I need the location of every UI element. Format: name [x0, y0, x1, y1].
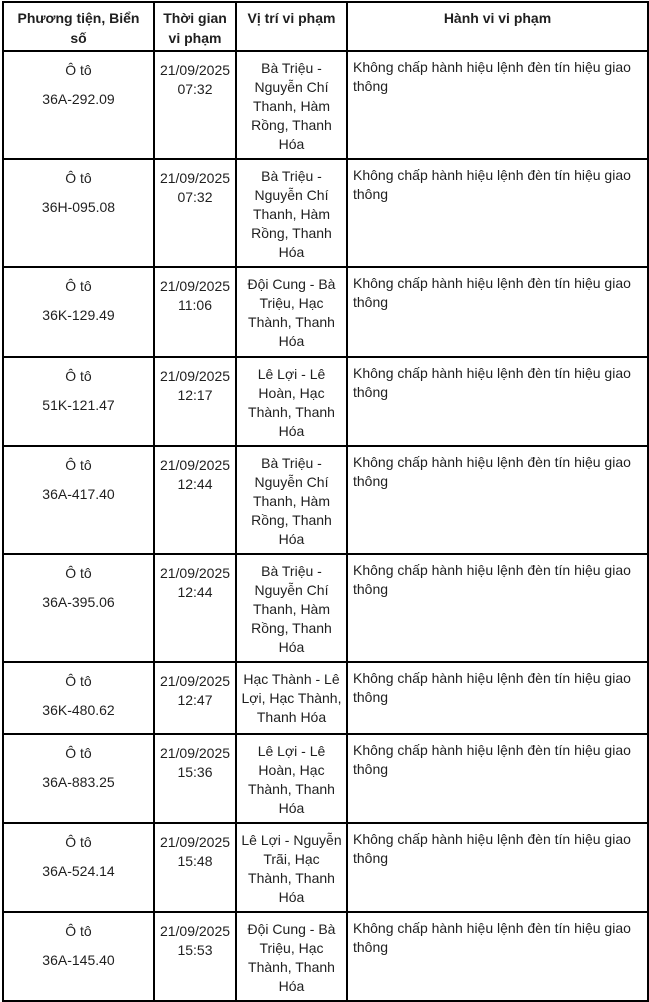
violation-behavior: Không chấp hành hiệu lệnh đèn tín hiệu giao thông — [347, 51, 648, 159]
table-row — [3, 662, 648, 734]
violation-behavior: Không chấp hành hiệu lệnh đèn tín hiệu giao thông — [347, 446, 648, 554]
violation-location: Bà Triệu - Nguyễn Chí Thanh, Hàm Rồng, Thanh Hóa — [236, 554, 347, 662]
violation-date: 21/09/2025 — [159, 457, 231, 473]
plate-number: 36K-480.62 — [42, 702, 115, 718]
violation-location: Đội Cung - Bà Triệu, Hạc Thành, Thanh Hóa — [236, 912, 347, 1001]
vehicle-type: Ô tô — [65, 368, 92, 384]
violation-location: Hạc Thành - Lê Lợi, Hạc Thành, Thanh Hóa — [236, 662, 347, 734]
vehicle-type: Ô tô — [65, 673, 92, 689]
plate-number: 51K-121.47 — [42, 397, 115, 413]
table-row — [3, 912, 648, 1001]
violation-behavior: Không chấp hành hiệu lệnh đèn tín hiệu giao thông — [347, 267, 648, 357]
violation-time: 11:06 — [178, 297, 212, 313]
table-body — [3, 51, 648, 1001]
violation-behavior: Không chấp hành hiệu lệnh đèn tín hiệu giao thông — [347, 823, 648, 912]
violation-date: 21/09/2025 — [159, 565, 231, 581]
violation-date: 21/09/2025 — [159, 368, 231, 384]
violation-location: Bà Triệu - Nguyễn Chí Thanh, Hàm Rồng, Thanh Hóa — [236, 51, 347, 159]
violation-location: Lê Lợi - Lê Hoàn, Hạc Thành, Thanh Hóa — [236, 734, 347, 823]
violation-time: 12:47 — [177, 692, 213, 708]
violation-time: 12:17 — [177, 387, 213, 403]
vehicle-type: Ô tô — [65, 62, 92, 78]
plate-number: 36A-395.06 — [42, 594, 115, 610]
violation-date: 21/09/2025 — [159, 62, 231, 78]
header-row — [3, 2, 648, 51]
violation-behavior: Không chấp hành hiệu lệnh đèn tín hiệu giao thông — [347, 662, 648, 734]
violation-date: 21/09/2025 — [159, 745, 231, 761]
violation-behavior: Không chấp hành hiệu lệnh đèn tín hiệu giao thông — [347, 357, 648, 446]
plate-number: 36A-524.14 — [42, 863, 115, 879]
table-row — [3, 159, 648, 267]
vehicle-type: Ô tô — [65, 457, 92, 473]
violation-date: 21/09/2025 — [159, 834, 231, 850]
violation-behavior: Không chấp hành hiệu lệnh đèn tín hiệu giao thông — [347, 159, 648, 267]
plate-number: 36A-417.40 — [42, 486, 115, 502]
table-row — [3, 554, 648, 662]
violation-table — [2, 1, 649, 1002]
vehicle-type: Ô tô — [65, 278, 92, 294]
plate-number: 36A-145.40 — [42, 952, 115, 968]
vehicle-type: Ô tô — [65, 834, 92, 850]
violation-time: 15:36 — [177, 764, 213, 780]
violation-location: Đội Cung - Bà Triệu, Hạc Thành, Thanh Hóa — [236, 267, 347, 357]
table-row — [3, 823, 648, 912]
header-violation-time: Thời gian vi phạm — [154, 2, 236, 51]
table-row — [3, 357, 648, 446]
violation-time: 15:53 — [177, 942, 213, 958]
violation-behavior: Không chấp hành hiệu lệnh đèn tín hiệu giao thông — [347, 554, 648, 662]
header-violation-location: Vị trí vi phạm — [236, 2, 347, 51]
plate-number: 36A-883.25 — [42, 774, 115, 790]
plate-number: 36K-129.49 — [42, 307, 115, 323]
violation-date: 21/09/2025 — [159, 923, 231, 939]
vehicle-type: Ô tô — [65, 565, 92, 581]
violation-location: Bà Triệu - Nguyễn Chí Thanh, Hàm Rồng, Thanh Hóa — [236, 446, 347, 554]
violation-behavior: Không chấp hành hiệu lệnh đèn tín hiệu giao thông — [347, 734, 648, 823]
header-violation-behavior: Hành vi vi phạm — [347, 2, 648, 51]
plate-number: 36A-292.09 — [42, 91, 115, 107]
violation-location: Lê Lợi - Nguyễn Trãi, Hạc Thành, Thanh Hóa — [236, 823, 347, 912]
violation-time: 15:48 — [177, 853, 213, 869]
plate-number: 36H-095.08 — [41, 199, 116, 215]
violation-time: 12:44 — [177, 476, 213, 492]
violation-time: 07:32 — [177, 189, 213, 205]
table-row — [3, 267, 648, 357]
violation-date: 21/09/2025 — [159, 673, 231, 689]
table-row — [3, 51, 648, 159]
vehicle-type: Ô tô — [65, 923, 92, 939]
violation-behavior: Không chấp hành hiệu lệnh đèn tín hiệu giao thông — [347, 912, 648, 1001]
header-vehicle-plate: Phương tiện, Biển số — [3, 2, 154, 51]
table-row — [3, 446, 648, 554]
violation-time: 12:44 — [177, 584, 213, 600]
violation-date: 21/09/2025 — [159, 170, 231, 186]
violation-date: 21/09/2025 — [159, 278, 231, 294]
violation-time: 07:32 — [177, 81, 213, 97]
vehicle-type: Ô tô — [65, 745, 92, 761]
vehicle-type: Ô tô — [65, 170, 92, 186]
violation-location: Lê Lợi - Lê Hoàn, Hạc Thành, Thanh Hóa — [236, 357, 347, 446]
table-row — [3, 734, 648, 823]
violation-location: Bà Triệu - Nguyễn Chí Thanh, Hàm Rồng, Thanh Hóa — [236, 159, 347, 267]
